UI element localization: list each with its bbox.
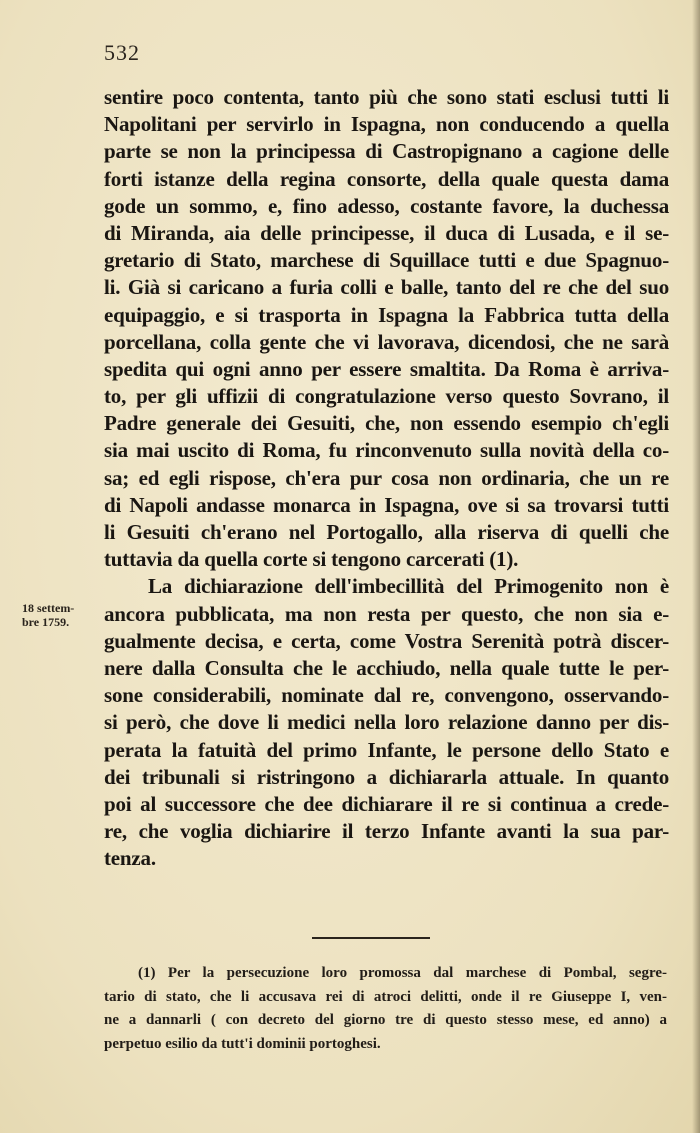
body-line: ancora pubblicata, ma non resta per questo, che non sia e-: [104, 601, 669, 626]
page-edge-shadow: [692, 0, 700, 1133]
footnote-line: ne a dannarli ( con decreto del giorno tre di questo stesso mese, ed anno) a: [104, 1012, 667, 1028]
body-line: Padre generale dei Gesuiti, che, non essendo esempio ch'egli: [104, 411, 669, 436]
body-line: sa; ed egli rispose, ch'era pur cosa non ordinaria, che un re: [104, 465, 669, 490]
marginal-note-line: 18 settem-: [22, 601, 75, 615]
body-line: sone considerabili, nominate dal re, convengono, osservando-: [104, 683, 669, 708]
body-line: li. Già si caricano a furia colli e balle, tanto del re che del suo: [104, 275, 669, 300]
body-line: tenza.: [104, 846, 156, 871]
body-line: di Napoli andasse monarca in Ispagna, ove si sa trovarsi tutti: [104, 492, 669, 517]
footnote-line: perpetuo esilio da tutt'i dominii portoghesi.: [104, 1035, 381, 1052]
body-line: li Gesuiti ch'erano nel Portogallo, alla riserva di quelli che: [104, 520, 669, 544]
body-line: nere dalla Consulta che le acchiudo, nella quale tutte le per-: [104, 655, 669, 680]
footnote-line: (1) Per la persecuzione loro promossa dal marchese di Pombal, segre-: [138, 965, 667, 981]
body-line: equipaggio, e si trasporta in Ispagna la Fabbrica tutta della: [104, 302, 669, 327]
body-line: to, per gli uffizii di congratulazione verso questo Sovrano, il: [104, 384, 669, 409]
body-line: porcellana, colla gente che vi lavorava, dicendosi, che ne sarà: [104, 329, 669, 354]
body-line: tuttavia da quella corte si tengono carcerati (1).: [104, 547, 519, 572]
body-line: forti istanze della regina consorte, della quale questa dama: [104, 166, 669, 191]
body-text: [104, 84, 669, 872]
body-line: re, che voglia dichiarire il terzo Infante avanti la sua par-: [104, 819, 669, 844]
body-line: Napolitani per servirlo in Ispagna, non conducendo a quella: [104, 112, 669, 137]
body-line: gode un sommo, e, fino adesso, costante favore, la duchessa: [104, 193, 669, 218]
marginal-date-note: [22, 601, 74, 629]
body-line: perata la fatuità del primo Infante, le persone dello Stato e: [104, 737, 669, 762]
body-line: parte se non la principessa di Castropignano a cagione delle: [104, 139, 669, 164]
footnote-line: tario di stato, che li accusava rei di atroci delitti, onde il re Giuseppe I, ven-: [104, 988, 667, 1005]
paragraph-first-line: La dichiarazione dell'imbecillità del Primogenito non è: [148, 574, 669, 599]
body-line: dei tribunali si ristringono a dichiararla attuale. In quanto: [104, 764, 669, 789]
body-line: sia mai uscito di Roma, fu rinconvenuto sulla novità della co-: [104, 438, 669, 463]
footnote-separator: [312, 937, 430, 939]
footnote: [104, 962, 667, 1056]
page-number: 532: [104, 40, 140, 65]
body-line: si però, che dove li medici nella loro relazione danno per dis-: [104, 710, 669, 735]
marginal-note-line: bre 1759.: [22, 615, 70, 629]
body-line: gretario di Stato, marchese di Squillace tutti e due Spagnuo-: [104, 248, 669, 273]
body-line: spedita qui ogni anno per essere smaltita. Da Roma è arriva-: [104, 356, 669, 381]
body-line: sentire poco contenta, tanto più che sono stati esclusi tutti li: [104, 85, 669, 109]
body-line: gualmente decisa, e certa, come Vostra Serenità potrà discer-: [104, 628, 669, 653]
body-line: di Miranda, aia delle principesse, il duca di Lusada, e il se-: [104, 220, 669, 245]
body-line: poi al successore che dee dichiarare il re si continua a crede-: [104, 791, 669, 816]
